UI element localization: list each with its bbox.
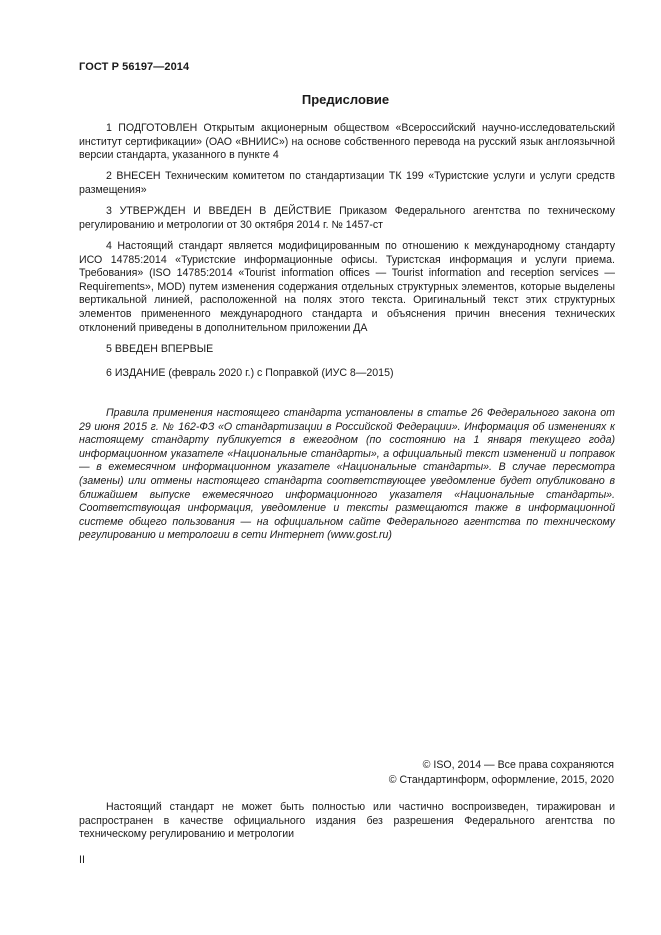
preface-title: Предисловие [301,92,390,107]
preface-paragraph-5: 5 ВВЕДЕН ВПЕРВЫЕ [106,343,214,355]
preface-paragraph-6: 6 ИЗДАНИЕ (февраль 2020 г.) с Поправкой (ИУС 8—2015) [106,367,394,379]
preface-paragraph-2: 2 ВНЕСЕН Техническим комитетом по стандартизации ТК 199 «Туристские услуги и услуги средств размещения» [79,170,615,196]
standard-code-header: ГОСТ Р 56197—2014 [79,61,190,73]
page-number: II [79,854,85,866]
preface-paragraph-4: 4 Настоящий стандарт является модифицированным по отношению к международному стандарту ИСО 14785:2014 «Туристские информационные офисы. Туристская информация и услуги приема. Требования» (ISO 14785:2014 «Tourist information offices — Tourist information and reception services — Requirements», MOD) путем изменения содержания отдельных структурных элементов, которые выделены вертикальной линией, расположенной на полях этого текста. Оригинальный текст этих структурных элементов примененного международного стандарта и объяснения причин внесения технических отклонений приведены в дополнительном приложении ДА [79,240,615,334]
reproduction-notice: Настоящий стандарт не может быть полностью или частично воспроизведен, тиражирован и распространен в качестве официального издания без разрешения Федерального агентства по техническому регулированию и метрологии [79,801,615,841]
preface-paragraph-3: 3 УТВЕРЖДЕН И ВВЕДЕН В ДЕЙСТВИЕ Приказом Федерального агентства по техническому регулированию и метрологии от 30 октября 2014 г. № 1457-ст [79,205,615,231]
copyright-standartinform: © Стандартинформ, оформление, 2015, 2020 [388,773,614,786]
copyright-block [389,758,614,787]
copyright-iso: © ISO, 2014 — Все права сохраняются [422,759,614,771]
rules-notice: Правила применения настоящего стандарта установлены в статье 26 Федерального закона от 29 июня 2015 г. № 162-ФЗ «О стандартизации в Российской Федерации». Информация об изменениях к настоящему стандарту публикуется в ежегодном (по состоянию на 1 января текущего года) информационном указателе «Национальные стандарты», а официальный текст изменений и поправок — в ежемесячном информационном указателе «Национальные стандарты». В случае пересмотра (замены) или отмены настоящего стандарта соответствующее уведомление будет опубликовано в ближайшем выпуске ежемесячного информационного указателя «Национальные стандарты». Соответствующая информация, уведомление и тексты размещаются также в информационной системе общего пользования — на официальном сайте Федерального агентства по техническому регулированию и метрологии в сети Интернет (www.gost.ru) [79,407,615,542]
preface-paragraph-1: 1 ПОДГОТОВЛЕН Открытым акционерным обществом «Всероссийский научно-исследовательский институт сертификации» (ОАО «ВНИИС») на основе собственного перевода на русский язык англоязычной версии стандарта, указанного в пункте 4 [79,122,615,162]
